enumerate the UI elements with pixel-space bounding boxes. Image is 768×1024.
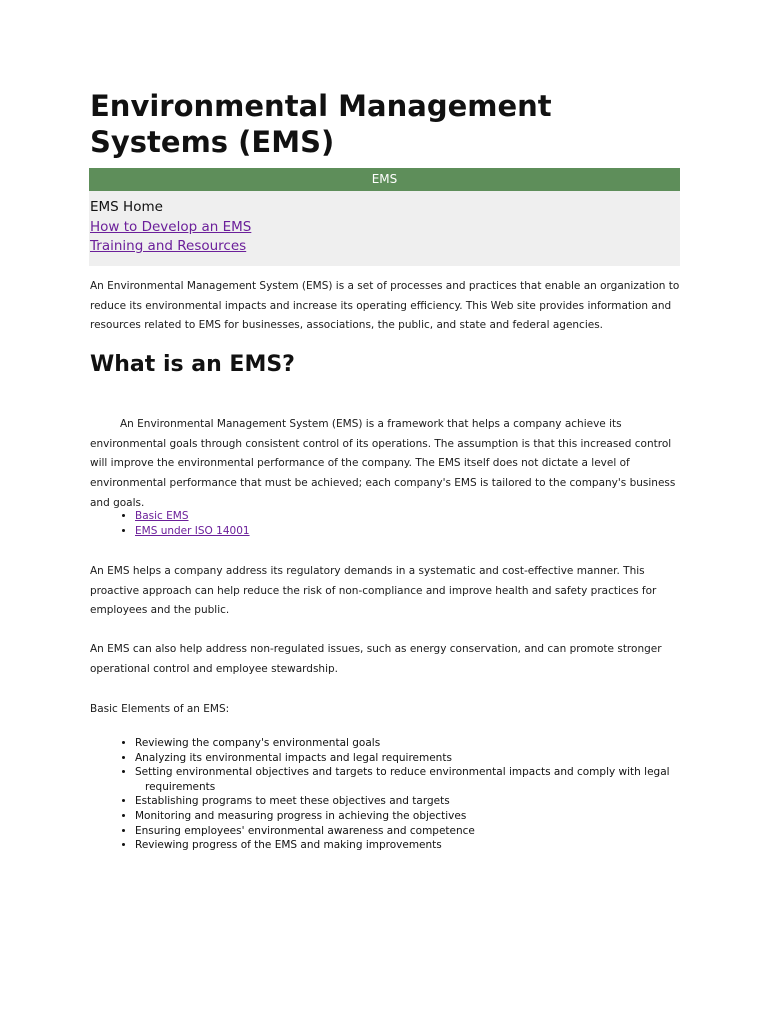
list-item: • Reviewing the company's environmental goals — [135, 736, 695, 751]
link-ems-iso-14001[interactable]: EMS under ISO 14001 — [135, 525, 250, 537]
section-title: What is an EMS? — [90, 352, 295, 377]
list-item: • Analyzing its environmental impacts and legal requirements — [135, 751, 695, 766]
nav-link-develop-ems[interactable]: How to Develop an EMS — [90, 218, 252, 235]
intro-paragraph: An Environmental Management System (EMS) is a set of processes and practices that enable an organization to reduce its environmental impacts and increase its operating efficiency. This Web site provides information and resources related to EMS for businesses, associations, the public, and state and federal agencies. — [90, 280, 680, 332]
nav-list — [89, 191, 680, 257]
ems-nav-box — [89, 168, 680, 266]
page-title: Environmental Management Systems (EMS) — [90, 89, 552, 159]
regulatory-paragraph: An EMS helps a company address its regulatory demands in a systematic and cost-effective manner. This proactive approach can help reduce the risk of non-compliance and improve health and safety practices for employees and the public. — [90, 565, 657, 617]
list-item: • Establishing programs to meet these objectives and targets — [135, 794, 695, 809]
ems-links-list — [116, 509, 695, 539]
nav-item-ems-home: EMS Home — [90, 199, 163, 215]
list-item: • Reviewing progress of the EMS and making improvements — [135, 838, 695, 853]
elements-label: Basic Elements of an EMS: — [90, 703, 230, 715]
elements-list — [116, 736, 695, 853]
link-basic-ems[interactable]: Basic EMS — [135, 510, 189, 522]
list-item: • Monitoring and measuring progress in achieving the objectives — [135, 809, 695, 824]
list-item-continuation: requirements — [145, 780, 216, 793]
ems-definition-paragraph: An Environmental Management System (EMS) is a framework that helps a company achieve its environmental goals through consistent control of its operations. The assumption is that this increased control will improve the environmental performance of the company. The EMS itself does not dictate a level of environmental performance that must be achieved; each company's EMS is tailored to the company's business and goals. — [90, 418, 676, 509]
list-item — [135, 524, 695, 539]
list-item — [135, 765, 695, 794]
list-item: • Ensuring employees' environmental awareness and competence — [135, 824, 695, 839]
non-regulated-paragraph: An EMS can also help address non-regulated issues, such as energy conservation, and can promote stronger operational control and employee stewardship. — [90, 643, 662, 675]
nav-header: EMS — [89, 168, 680, 191]
list-item-text: Setting environmental objectives and targets to reduce environmental impacts and comply with legal — [135, 766, 670, 779]
nav-link-training-resources[interactable]: Training and Resources — [90, 238, 247, 254]
list-item — [135, 509, 695, 524]
